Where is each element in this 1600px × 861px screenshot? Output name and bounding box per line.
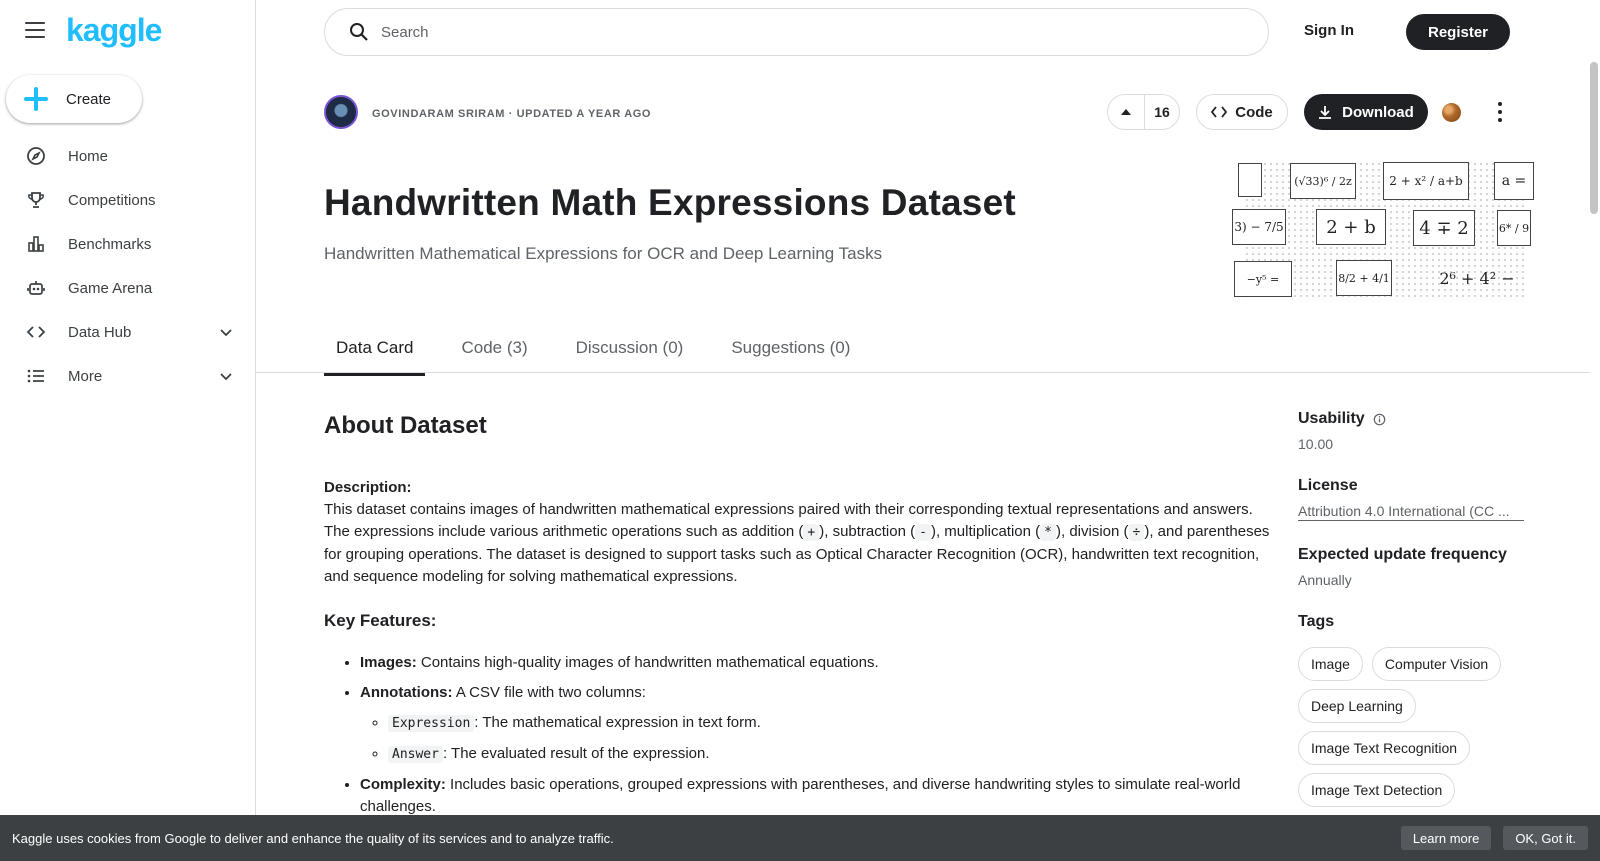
compass-icon [26,146,46,166]
usability-heading [1298,410,1524,428]
feature-label: Images: [360,654,417,671]
code-button-label: Code [1235,103,1273,121]
description-text [324,499,1274,588]
inline-code: ÷ [1129,524,1145,541]
tab-data-card[interactable]: Data Card [324,338,425,374]
feature-label: Complexity: [360,776,446,793]
tabs-divider [256,372,1590,373]
description-text-part: ), and parentheses for grouping operations. The dataset is designed to support tasks such as Optical Character Recognition (OCR), handwritten text recognition, and sequence modeling for solving mathematical expressions. [324,523,1270,585]
sidebar-item-label: Competitions [68,191,156,209]
sidebar-item-label: More [68,367,103,385]
sidebar-item-data-hub[interactable] [0,310,256,354]
page-subtitle: Handwritten Mathematical Expressions for OCR and Deep Learning Tasks [324,244,883,263]
sidebar [0,0,256,861]
kaggle-logo[interactable]: kaggle [66,12,162,48]
tag-chip[interactable]: Image [1298,647,1363,681]
sidebar-item-label: Home [68,147,109,165]
list-item [388,743,1274,766]
dataset-description [324,477,1274,826]
dataset-metadata [1298,410,1524,815]
menu-icon[interactable] [25,22,45,38]
download-icon [1318,105,1332,119]
list-item [388,712,1274,735]
chevron-down-icon[interactable] [218,368,234,384]
author-updated-line: GOVINDARAM SRIRAM · UPDATED A YEAR AGO [372,108,652,120]
caret-up-icon [1120,108,1132,116]
tags-heading: Tags [1298,613,1335,630]
list-item [360,652,1274,674]
features-list [324,652,1274,818]
sidebar-item-benchmarks[interactable] [0,222,256,266]
sidebar-item-label: Game Arena [68,279,153,297]
inline-code: + [803,524,819,541]
column-text: : The evaluated result of the expression. [442,745,710,762]
thumbnail-expression: −y⁵ = [1234,261,1292,297]
sidebar-item-home[interactable] [0,134,256,178]
thumbnail-expression: (√33)⁶ / 2z [1290,163,1356,199]
page-scrollbar[interactable] [1590,62,1598,214]
thumbnail-expression: 2 + x² / a+b [1383,162,1469,200]
tag-chip[interactable]: Image Text Detection [1298,773,1455,807]
description-text-part: ), division ( [1055,523,1129,540]
description-text-part: ), subtraction ( [819,523,916,540]
tag-chip[interactable]: Deep Learning [1298,689,1416,723]
tag-chip[interactable]: Computer Vision [1372,647,1501,681]
inline-code: Answer [388,746,443,763]
bronze-medal-icon[interactable] [1442,103,1461,122]
learn-more-button[interactable]: Learn more [1401,826,1491,850]
download-button[interactable] [1304,94,1428,130]
register-button[interactable]: Register [1406,14,1510,50]
dataset-thumbnail [1234,161,1530,301]
bar-chart-icon [26,234,46,254]
tags-list [1298,647,1524,815]
column-text: : The mathematical expression in text form. [474,714,761,731]
thumbnail-expression: 2⁶ + 4² − [1439,268,1515,288]
thumbnail-expression: a = [1494,162,1534,200]
license-heading: License [1298,477,1358,494]
avatar[interactable] [324,95,358,129]
sidebar-nav [0,134,256,398]
create-label: Create [66,90,112,108]
feature-text: Includes basic operations, grouped expressions with parentheses, and diverse handwriting styles to simulate real-world challenges. [360,776,1241,815]
dataset-tabs [324,338,886,374]
sidebar-item-competitions[interactable] [0,178,256,222]
feature-label: Annotations: [360,684,453,701]
sidebar-item-more[interactable] [0,354,256,398]
usability-value: 10.00 [1298,436,1334,452]
search-bar [324,8,1269,56]
tab-discussion[interactable]: Discussion (0) [575,338,684,357]
robot-icon [26,278,46,298]
list-item [360,774,1274,818]
inline-code: - [915,524,931,541]
thumbnail-expression: 2 + b [1316,209,1386,245]
upvote-button[interactable] [1108,95,1145,129]
code-brackets-icon [26,322,46,342]
feature-text: A CSV file with two columns: [452,684,646,701]
search-input[interactable] [381,24,1201,41]
description-label: Description: [324,479,412,496]
plus-icon [24,87,48,111]
update-frequency-heading: Expected update frequency [1298,546,1507,563]
tag-chip[interactable]: Image Text Recognition [1298,731,1470,765]
thumbnail-expression: 6* / 9 [1497,210,1531,246]
inline-code: Expression [388,715,474,732]
list-item [360,682,1274,766]
search-icon [349,22,369,42]
upvote-count: 16 [1154,104,1170,120]
tab-code[interactable]: Code (3) [461,338,528,357]
update-frequency-value: Annually [1298,572,1352,588]
thumbnail-expression: 3) − 7/5 [1232,209,1286,245]
feature-text: Contains high-quality images of handwritten mathematical equations. [416,654,879,671]
sidebar-item-game-arena[interactable] [0,266,256,310]
about-dataset-heading: About Dataset [324,412,487,439]
cookie-banner [0,815,1600,861]
upvote-widget [1107,94,1180,130]
description-text-part: This dataset contains images of handwritten mathematical expressions paired with their corresponding textual representations and answers. The expressions include various arithmetic operations such as addition ( [324,501,1253,540]
more-options-icon[interactable] [1497,102,1503,122]
trophy-icon [26,190,46,210]
accept-cookies-button[interactable]: OK, Got it. [1503,826,1588,850]
code-button[interactable] [1196,94,1288,130]
download-button-label: Download [1342,103,1414,121]
thumbnail-expression [1238,163,1262,197]
thumbnail-expression: 4 ∓ 2 [1413,210,1475,246]
description-text-part: ), multiplication ( [930,523,1041,540]
code-brackets-icon [1211,105,1227,119]
columns-list [360,712,1274,766]
key-features-heading: Key Features: [324,611,437,630]
sign-in-button[interactable]: Sign In [1304,22,1354,39]
page-title: Handwritten Math Expressions Dataset [324,182,1016,223]
chevron-down-icon[interactable] [218,324,234,340]
tab-suggestions[interactable]: Suggestions (0) [731,338,851,357]
thumbnail-expression: 8/2 + 4/1 [1336,260,1392,296]
usability-label: Usability [1298,410,1365,427]
list-icon [26,366,46,386]
inline-code: * [1040,524,1056,541]
create-button[interactable] [6,75,142,123]
cookie-message: Kaggle uses cookies from Google to deliver and enhance the quality of its services and to analyze traffic. [12,830,614,846]
sidebar-item-label: Benchmarks [68,235,152,253]
info-icon[interactable] [1373,413,1386,426]
sidebar-item-label: Data Hub [68,323,132,341]
license-link[interactable]: Attribution 4.0 International (CC ... [1298,503,1524,521]
